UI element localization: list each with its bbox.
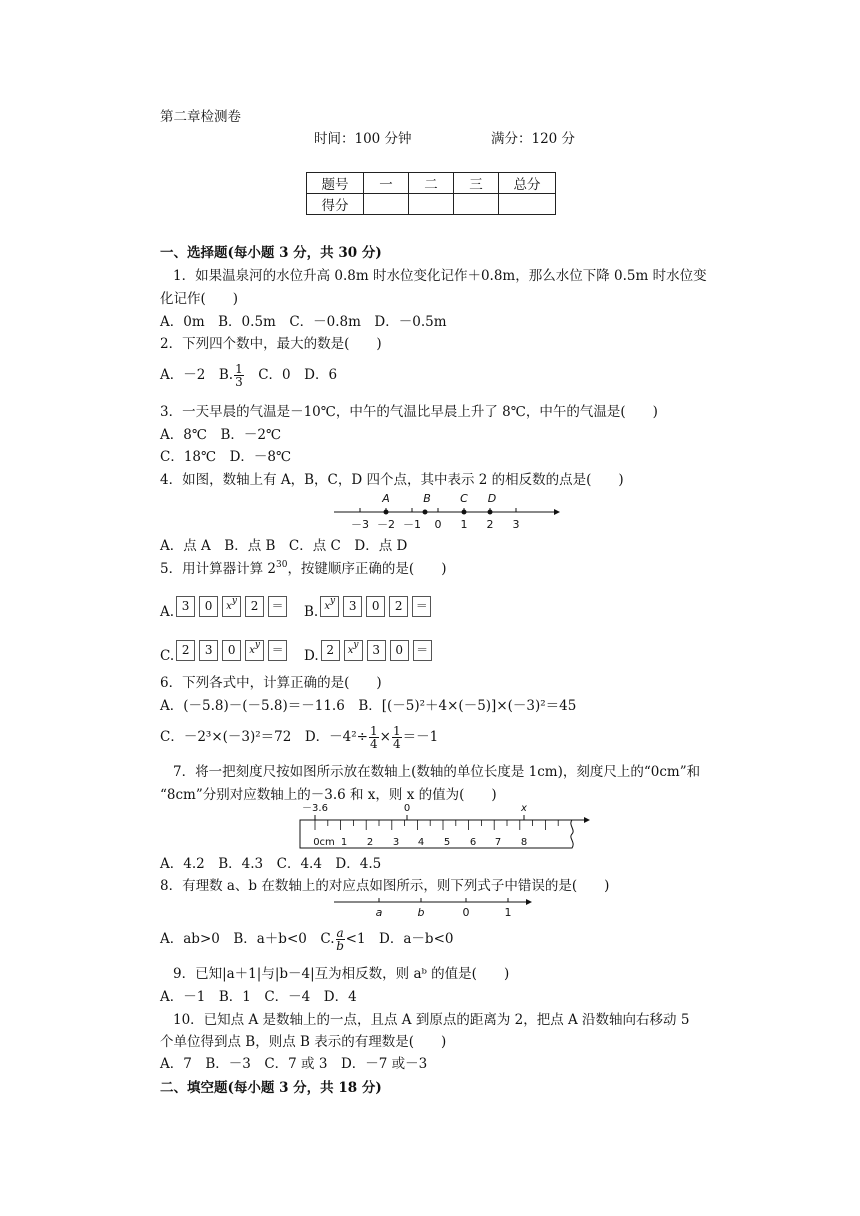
tick-label: －3 — [351, 518, 369, 531]
calculator-key: 3 — [343, 596, 362, 617]
question-4-stem: 4．如图，数轴上有 A，B，C，D 四个点，其中表示 2 的相反数的点是( ) — [160, 472, 624, 488]
fraction-denominator: 3 — [235, 375, 243, 389]
calculator-key-power: $x^y$ — [222, 596, 241, 617]
ruler-label: 6 — [469, 837, 477, 848]
score-table — [306, 172, 556, 215]
question-1-line2: 化记作( ) — [160, 291, 239, 307]
question-6-option-c: C．－2³×(－3)²＝72 D．－4²÷ — [160, 729, 368, 745]
axis-label-zero: 0 — [462, 906, 470, 919]
calculator-key: 0 — [199, 596, 218, 617]
fraction-a-over-b — [336, 927, 345, 952]
axis-label-a: a — [375, 906, 383, 919]
question-7-line2: “8cm”分别对应数轴上的－3.6 和 x，则 x 的值为( ) — [160, 787, 497, 803]
question-4-options: A．点 A B．点 B C．点 C D．点 D — [160, 538, 408, 554]
point-d-dot — [488, 510, 493, 515]
exponent: 30 — [275, 560, 288, 570]
question-10-line2: 个单位得到点 B，则点 B 表示的有理数是( ) — [160, 1034, 447, 1050]
question-1-options: A．0m B．0.5m C．－0.8m D．－0.5m — [160, 314, 447, 330]
ruler-label: 3 — [392, 837, 400, 848]
key-sequence-b — [304, 594, 435, 624]
number-line-figure-q8 — [330, 896, 536, 920]
point-b-dot — [423, 510, 428, 515]
question-10-line1: 10．已知点 A 是数轴上的一点，且点 A 到原点的距离为 2，把点 A 沿数轴向右移动 5 — [173, 1012, 690, 1028]
tick-label: 2 — [486, 518, 494, 531]
score-table-header-cell: 题号 — [307, 173, 364, 194]
option-label: C. — [160, 648, 175, 664]
point-label-c: C — [460, 492, 468, 505]
axis-label-x: x — [521, 803, 527, 814]
ruler-number-line-figure — [296, 800, 596, 854]
question-6-stem: 6．下列各式中，计算正确的是( ) — [160, 675, 382, 691]
calculator-key: 3 — [199, 640, 218, 661]
point-label-d: D — [487, 492, 497, 505]
question-3-stem: 3．一天早晨的气温是－10℃，中午的气温比早晨上升了 8℃，中午的气温是( ) — [160, 404, 658, 420]
ruler-label: 5 — [443, 837, 451, 848]
calculator-key: 0 — [390, 640, 409, 661]
axis-label-left: －3.6 — [302, 803, 328, 814]
axis-arrow — [526, 899, 532, 905]
fraction-denominator: b — [336, 939, 344, 953]
question-7-line1: 7．将一把刻度尺按如图所示放在数轴上(数轴的单位长度是 1cm)，刻度尺上的“0cm”和 — [173, 764, 701, 780]
fraction-one-quarter — [392, 725, 402, 750]
score-table-header-cell: 一 — [364, 173, 409, 194]
ruler-label: 0cm — [313, 837, 335, 848]
ruler-label: 8 — [520, 837, 528, 848]
score-table-header-row — [307, 173, 556, 194]
calculator-key: ＝ — [268, 640, 287, 661]
question-3-options-2: C．18℃ D．－8℃ — [160, 449, 292, 465]
question-5-stem-tail: ，按键顺序正确的是( ) — [287, 561, 447, 577]
calculator-key-power: $x^y$ — [245, 640, 264, 661]
fraction-numerator: 1 — [370, 724, 378, 738]
calculator-key: ＝ — [413, 640, 432, 661]
point-a-dot — [384, 510, 389, 515]
question-6-options-ab: A．(－5.8)－(－5.8)＝－11.6 B．[(－5)²＋4×(－5)]×(－3)²＝45 — [160, 698, 577, 714]
page-title: 第二章检测卷 — [160, 109, 241, 125]
question-5-stem — [160, 560, 446, 578]
score-table-header-cell: 三 — [454, 173, 499, 194]
option-label: D. — [304, 648, 319, 664]
calculator-key-power: $x^y$ — [320, 596, 339, 617]
tick-label: 3 — [512, 518, 520, 531]
question-7-options: A．4.2 B．4.3 C．4.4 D．4.5 — [160, 856, 382, 872]
score-cell[interactable] — [454, 194, 499, 215]
calculator-key-power: $x^y$ — [344, 640, 363, 661]
key-sequence-a — [160, 594, 291, 624]
question-9-stem: 9．已知|a＋1|与|b－4|互为相反数，则 aᵇ 的值是( ) — [173, 966, 510, 982]
axis-arrow — [554, 509, 560, 515]
score-table-row — [307, 194, 556, 215]
tick-label: －1 — [403, 518, 421, 531]
score-table-header-cell: 总分 — [499, 173, 556, 194]
tick-label: 1 — [460, 518, 468, 531]
tick-label: 0 — [434, 518, 442, 531]
calculator-key: ＝ — [412, 596, 431, 617]
section-heading: 一、选择题(每小题 3 分，共 30 分) — [160, 245, 382, 261]
section-heading: 二、填空题(每小题 3 分，共 18 分) — [160, 1080, 382, 1096]
option-label: A. — [160, 604, 175, 620]
question-10-options: A．7 B．－3 C．7 或 3 D．－7 或－3 — [160, 1056, 428, 1072]
point-label-b: B — [423, 492, 431, 505]
calculator-key: 2 — [245, 596, 264, 617]
question-8-stem: 8．有理数 a、b 在数轴上的对应点如图所示，则下列式子中错误的是( ) — [160, 878, 610, 894]
fraction-denominator: 4 — [370, 737, 378, 751]
axis-label-one: 1 — [504, 906, 512, 919]
calculator-key: 3 — [176, 596, 195, 617]
question-2-option-ab: A．－2 B. — [160, 367, 234, 383]
point-label-a: A — [382, 492, 390, 505]
calculator-key: 0 — [366, 596, 385, 617]
axis-arrow — [584, 817, 590, 823]
calculator-key: ＝ — [268, 596, 287, 617]
question-2-option-cd: C．0 D．6 — [244, 367, 338, 383]
point-c-dot — [462, 510, 467, 515]
question-3-options-1: A．8℃ B．－2℃ — [160, 427, 282, 443]
key-sequence-c — [160, 638, 291, 668]
fraction-numerator: 1 — [235, 362, 243, 376]
score-cell[interactable] — [364, 194, 409, 215]
calculator-key: 0 — [222, 640, 241, 661]
ruler-label: 4 — [417, 837, 425, 848]
question-2-stem: 2．下列四个数中，最大的数是( ) — [160, 336, 382, 352]
question-1-line1: 1．如果温泉河的水位升高 0.8m 时水位变化记作＋0.8m，那么水位下降 0.5m 时水位变 — [173, 268, 707, 284]
question-6-option-d-end: ＝－1 — [402, 729, 439, 745]
question-5-stem-text: 5．用计算器计算 2 — [160, 561, 276, 577]
key-sequence-d — [304, 638, 436, 668]
score-cell[interactable] — [409, 194, 454, 215]
question-8-option-ab: A．ab>0 B．a＋b<0 C. — [160, 931, 335, 947]
question-9-options: A．－1 B．1 C．－4 D．4 — [160, 989, 357, 1005]
score-table-row-label: 得分 — [307, 194, 364, 215]
calculator-key: 2 — [321, 640, 340, 661]
ruler-label: 1 — [340, 837, 348, 848]
question-2-options — [160, 360, 337, 390]
ruler-label: 2 — [366, 837, 374, 848]
question-8-options — [160, 924, 453, 954]
option-label: B. — [304, 604, 319, 620]
time-label: 时间：100 分钟 — [314, 131, 412, 147]
calculator-key: 2 — [176, 640, 195, 661]
full-score-label: 满分：120 分 — [491, 131, 576, 147]
axis-label-zero: 0 — [403, 803, 411, 814]
score-cell[interactable] — [499, 194, 556, 215]
score-table-header-cell: 二 — [409, 173, 454, 194]
fraction-one-third — [234, 363, 244, 388]
ruler-label: 7 — [494, 837, 502, 848]
fraction-numerator: a — [336, 926, 344, 940]
axis-label-b: b — [417, 906, 425, 919]
fraction-numerator: 1 — [392, 724, 401, 738]
question-8-option-cd: <1 D．a－b<0 — [345, 931, 454, 947]
calculator-key: 2 — [389, 596, 408, 617]
fraction-denominator: 4 — [392, 737, 401, 751]
times-sign: × — [379, 729, 391, 745]
question-6-options-cd — [160, 722, 438, 752]
number-line-figure-q4 — [330, 490, 562, 534]
calculator-key: 3 — [367, 640, 386, 661]
tick-label: －2 — [377, 518, 395, 531]
fraction-one-quarter — [369, 725, 379, 750]
